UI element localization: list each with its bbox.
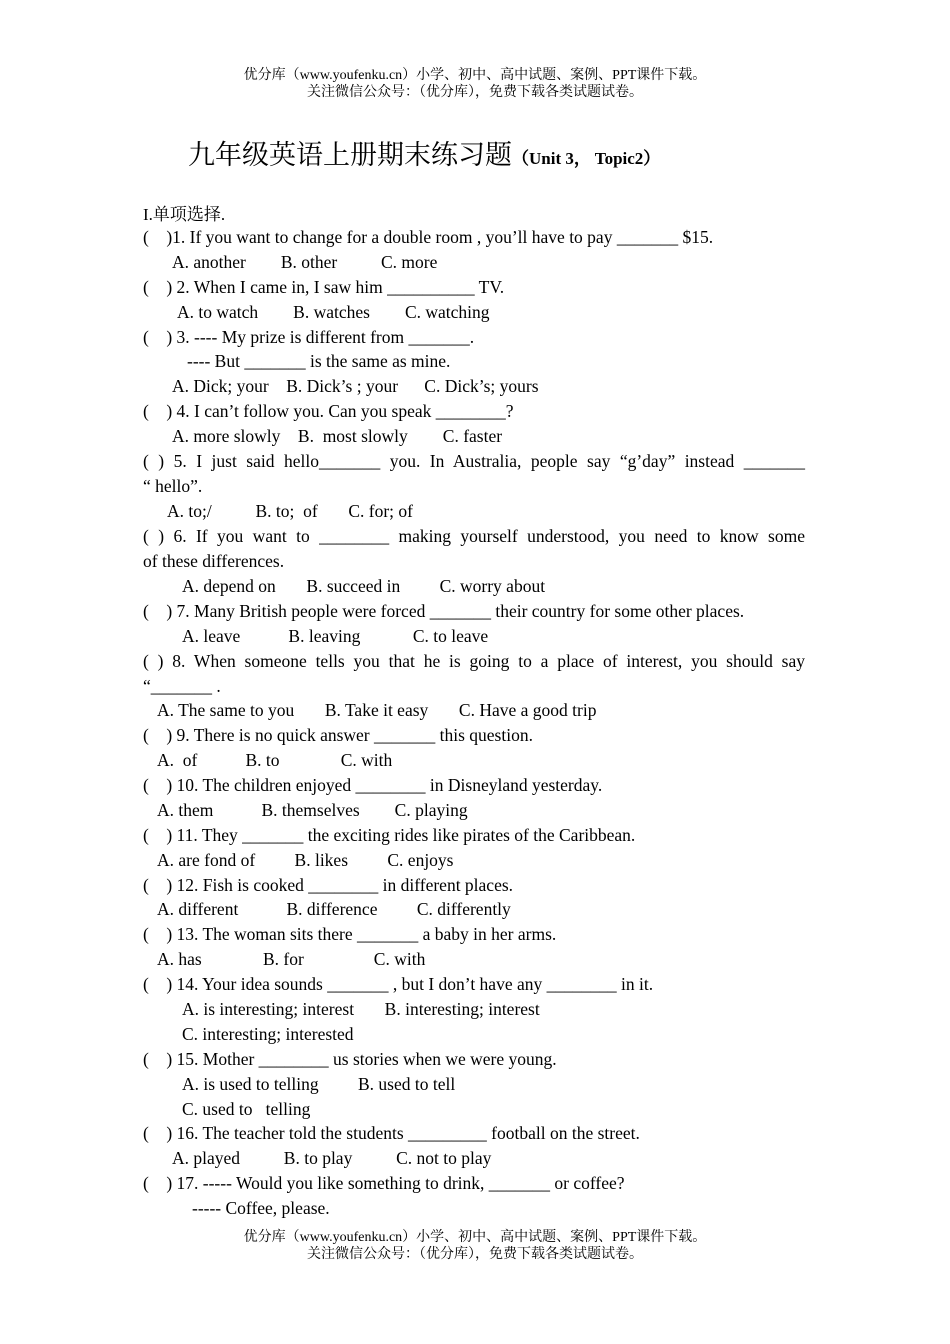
question-11-options: A. are fond of B. likes C. enjoys — [157, 850, 454, 870]
question-3-line-2: ---- But _______ is the same as mine. — [187, 351, 451, 371]
header-line-1: 优分库（www.youfenku.cn）小学、初中、高中试题、案例、PPT课件下载。 — [243, 68, 707, 83]
question-1-options: A. another B. other C. more — [172, 252, 438, 272]
question-6-options: A. depend on B. succeed in C. worry about — [182, 576, 546, 596]
question-10: ( ) 10. The children enjoyed ________ in Disneyland yesterday. — [143, 775, 603, 795]
question-6: ( ) 6. If you want to ________ making yourself understood, you need to know some — [143, 526, 805, 546]
question-1: ( )1. If you want to change for a double room , you’ll have to pay _______ $15. — [143, 227, 714, 247]
question-8-line-2: “_______ . — [143, 676, 221, 696]
question-13: ( ) 13. The woman sits there _______ a baby in her arms. — [143, 924, 557, 944]
question-2: ( ) 2. When I came in, I saw him __________ TV. — [143, 277, 505, 297]
question-9-options: A. of B. to C. with — [157, 750, 393, 770]
section-heading: I.单项选择. — [143, 205, 226, 224]
question-15-options-2: C. used to telling — [182, 1099, 311, 1119]
question-6-line-2: of these differences. — [143, 551, 285, 571]
page-footer — [0, 1229, 950, 1263]
question-14-options-1: A. is interesting; interest B. interesting; interest — [182, 999, 540, 1019]
question-16: ( ) 16. The teacher told the students _________ football on the street. — [143, 1123, 640, 1143]
question-7: ( ) 7. Many British people were forced _______ their country for some other places. — [143, 601, 745, 621]
question-8-options: A. The same to you B. Take it easy C. Have a good trip — [157, 700, 597, 720]
question-17: ( ) 17. ----- Would you like something to drink, _______ or coffee? — [143, 1173, 625, 1193]
question-11: ( ) 11. They _______ the exciting rides like pirates of the Caribbean. — [143, 825, 636, 845]
header-line-2: 关注微信公众号：（优分库），免费下载各类试题试卷。 — [307, 85, 643, 100]
question-12: ( ) 12. Fish is cooked ________ in different places. — [143, 875, 514, 895]
question-14-options-2: C. interesting; interested — [182, 1024, 354, 1044]
question-15-options-1: A. is used to telling B. used to tell — [182, 1074, 456, 1094]
question-3-options: A. Dick; your B. Dick’s ; your C. Dick’s; yours — [172, 376, 539, 396]
question-12-options: A. different B. difference C. differently — [157, 899, 511, 919]
question-17-line-2: ----- Coffee, please. — [192, 1198, 330, 1218]
title-main: 九年级英语上册期末练习题 — [188, 140, 512, 171]
footer-line-2: 关注微信公众号：（优分库），免费下载各类试题试卷。 — [307, 1247, 643, 1262]
question-3: ( ) 3. ---- My prize is different from _______. — [143, 327, 475, 347]
question-8: ( ) 8. When someone tells you that he is going to a place of interest, you should say — [143, 651, 805, 671]
question-16-options: A. played B. to play C. not to play — [172, 1148, 492, 1168]
footer-line-1: 优分库（www.youfenku.cn）小学、初中、高中试题、案例、PPT课件下载。 — [243, 1230, 707, 1245]
question-9: ( ) 9. There is no quick answer _______ this question. — [143, 725, 533, 745]
question-10-options: A. them B. themselves C. playing — [157, 800, 468, 820]
question-15: ( ) 15. Mother ________ us stories when we were young. — [143, 1049, 557, 1069]
question-5-options: A. to;/ B. to; of C. for; of — [167, 501, 413, 521]
question-5-line-2: “ hello”. — [143, 476, 203, 496]
title-sub: （Unit 3， Topic2） — [512, 149, 661, 168]
question-2-options: A. to watch B. watches C. watching — [177, 302, 490, 322]
page-title — [188, 133, 660, 172]
question-13-options: A. has B. for C. with — [157, 949, 426, 969]
question-14: ( ) 14. Your idea sounds _______ , but I don’t have any ________ in it. — [143, 974, 654, 994]
question-4-options: A. more slowly B. most slowly C. faster — [172, 426, 503, 446]
question-7-options: A. leave B. leaving C. to leave — [182, 626, 489, 646]
question-4: ( ) 4. I can’t follow you. Can you speak ________? — [143, 401, 514, 421]
question-5: ( ) 5. I just said hello_______ you. In Australia, people say “g’day” instead _______ — [143, 451, 805, 471]
page-header — [0, 67, 950, 101]
